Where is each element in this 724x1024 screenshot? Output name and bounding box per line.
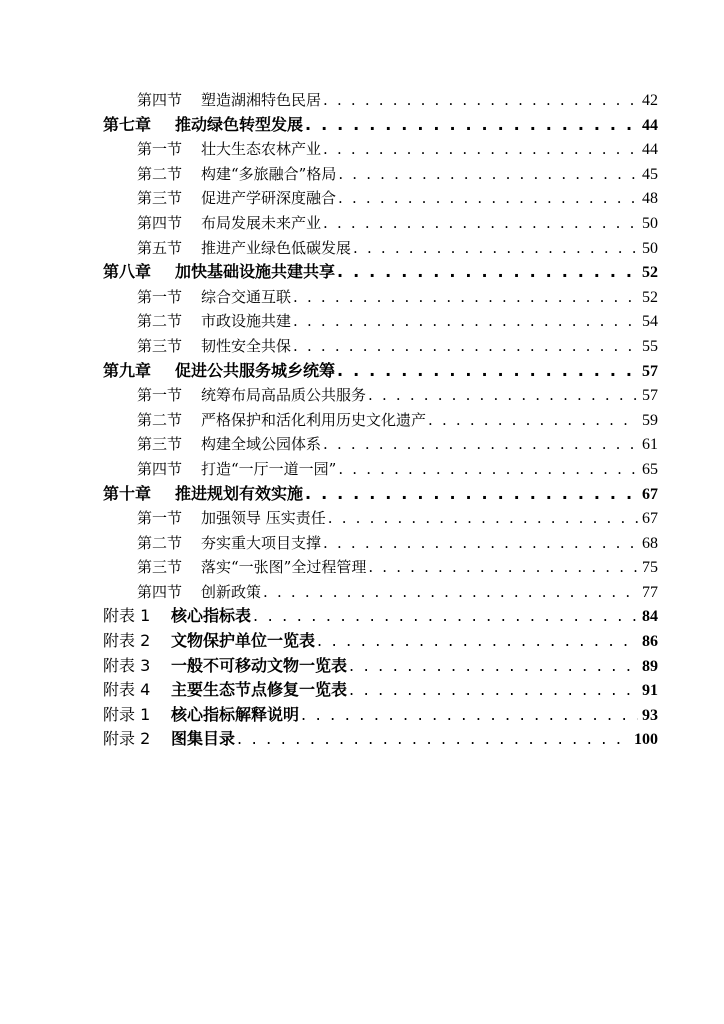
leader-dots: [337, 260, 638, 285]
toc-entry-section[interactable]: [103, 285, 658, 310]
entry-page: 50: [642, 239, 658, 257]
entry-number: 第十章: [103, 483, 152, 503]
entry-title: 促进产学研深度融合: [201, 189, 337, 208]
leader-dots: [293, 334, 638, 359]
entry-number: 第八章: [103, 262, 152, 282]
entry-page: 57: [642, 362, 658, 380]
entry-number: 第二节: [137, 312, 183, 331]
toc-entry-section[interactable]: [103, 334, 658, 359]
entry-number: 第一节: [137, 140, 183, 159]
entry-number: 第一节: [137, 287, 183, 306]
toc-entry-appendix[interactable]: [103, 604, 658, 629]
leader-dots: [338, 186, 638, 211]
toc-entry-appendix[interactable]: [103, 727, 658, 752]
leader-dots: [253, 604, 638, 629]
leader-dots: [263, 580, 638, 605]
toc-entry-section[interactable]: [103, 88, 658, 113]
entry-title: 图集目录: [171, 729, 236, 749]
entry-title: 加强领导 压实责任: [201, 509, 326, 528]
leader-dots: [349, 654, 638, 679]
entry-number: 第三节: [137, 435, 183, 454]
leader-dots: [305, 113, 638, 138]
entry-number: 第二节: [137, 164, 183, 183]
entry-number: 附表 4: [103, 680, 151, 700]
entry-page: 61: [642, 436, 658, 454]
entry-title: 严格保护和活化利用历史文化遗产: [201, 410, 427, 429]
entry-title: 推进产业绿色低碳发展: [201, 238, 352, 257]
entry-page: 93: [642, 706, 658, 724]
entry-page: 75: [642, 559, 658, 577]
entry-title: 核心指标表: [171, 606, 252, 626]
toc-entry-section[interactable]: [103, 236, 658, 261]
entry-number: 第一节: [137, 509, 183, 528]
toc-entry-section[interactable]: [103, 211, 658, 236]
leader-dots: [323, 432, 638, 457]
toc-entry-appendix[interactable]: [103, 678, 658, 703]
entry-title: 创新政策: [201, 582, 262, 601]
entry-page: 59: [642, 411, 658, 429]
entry-number: 第五节: [137, 238, 183, 257]
entry-title: 夯实重大项目支撑: [201, 533, 322, 552]
toc-entry-section[interactable]: [103, 162, 658, 187]
toc-entry-section[interactable]: [103, 309, 658, 334]
entry-title: 构建“多旅融合”格局: [201, 164, 337, 183]
toc-entry-section[interactable]: [103, 186, 658, 211]
entry-title: 韧性安全共保: [201, 336, 292, 355]
entry-page: 44: [642, 116, 658, 134]
entry-title: 一般不可移动文物一览表: [171, 655, 348, 675]
entry-title: 打造“一厅一道一园”: [201, 459, 337, 478]
entry-page: 50: [642, 214, 658, 232]
toc-entry-section[interactable]: [103, 555, 658, 580]
leader-dots: [293, 285, 638, 310]
leader-dots: [337, 359, 638, 384]
toc-entry-section[interactable]: [103, 383, 658, 408]
leader-dots: [305, 482, 638, 507]
leader-dots: [323, 137, 638, 162]
entry-page: 55: [642, 337, 658, 355]
entry-number: 第九章: [103, 360, 152, 380]
entry-number: 第四节: [137, 91, 183, 109]
leader-dots: [349, 678, 638, 703]
toc-entry-section[interactable]: [103, 531, 658, 556]
toc-entry-section[interactable]: [103, 408, 658, 433]
entry-page: 44: [642, 141, 658, 159]
entry-page: 52: [642, 288, 658, 306]
entry-page: 45: [642, 165, 658, 183]
entry-number: 第一节: [137, 386, 183, 405]
leader-dots: [368, 555, 638, 580]
leader-dots: [323, 531, 638, 556]
leader-dots: [317, 629, 638, 654]
toc-entry-chapter[interactable]: [103, 482, 658, 507]
entry-number: 第二节: [137, 410, 183, 429]
entry-number: 附录 1: [103, 704, 151, 724]
entry-page: 52: [642, 264, 658, 282]
leader-dots: [368, 383, 638, 408]
entry-title: 壮大生态农林产业: [201, 140, 322, 159]
toc-entry-chapter[interactable]: [103, 113, 658, 138]
entry-title: 布局发展未来产业: [201, 213, 322, 232]
entry-title: 加快基础设施共建共享: [175, 262, 336, 282]
leader-dots: [323, 88, 638, 113]
toc-entry-section[interactable]: [103, 432, 658, 457]
entry-title: 统筹布局高品质公共服务: [201, 386, 367, 405]
entry-title: 推动绿色转型发展: [175, 114, 304, 134]
entry-title: 塑造湖湘特色民居: [201, 91, 322, 109]
entry-title: 推进规划有效实施: [175, 483, 304, 503]
leader-dots: [237, 727, 630, 752]
entry-title: 主要生态节点修复一览表: [171, 680, 348, 700]
leader-dots: [353, 236, 638, 261]
entry-page: 86: [642, 633, 658, 651]
entry-number: 附表 1: [103, 606, 151, 626]
entry-page: 57: [642, 387, 658, 405]
toc-entry-section[interactable]: [103, 506, 658, 531]
entry-page: 100: [634, 731, 658, 749]
leader-dots: [328, 506, 638, 531]
entry-page: 91: [642, 682, 658, 700]
entry-number: 第四节: [137, 213, 183, 232]
entry-title: 构建全域公园体系: [201, 435, 322, 454]
entry-title: 文物保护单位一览表: [171, 631, 316, 651]
leader-dots: [323, 211, 638, 236]
toc-entry-chapter[interactable]: [103, 359, 658, 384]
entry-number: 第三节: [137, 336, 183, 355]
entry-page: 54: [642, 313, 658, 331]
entry-title: 落实“一张图”全过程管理: [201, 558, 367, 577]
entry-number: 附录 2: [103, 729, 151, 749]
toc-entry-appendix[interactable]: [103, 654, 658, 679]
entry-title: 市政设施共建: [201, 312, 292, 331]
leader-dots: [338, 457, 638, 482]
toc-entry-section[interactable]: [103, 580, 658, 605]
entry-page: 48: [642, 190, 658, 208]
entry-number: 第四节: [137, 582, 183, 601]
entry-page: 65: [642, 460, 658, 478]
entry-page: 77: [642, 583, 658, 601]
toc-entry-appendix[interactable]: [103, 629, 658, 654]
entry-title: 综合交通互联: [201, 287, 292, 306]
entry-page: 67: [642, 510, 658, 528]
leader-dots: [301, 703, 638, 728]
entry-number: 第三节: [137, 558, 183, 577]
entry-number: 附表 3: [103, 655, 151, 675]
entry-number: 第二节: [137, 533, 183, 552]
entry-title: 核心指标解释说明: [171, 704, 300, 724]
entry-page: 84: [642, 608, 658, 626]
entry-page: 42: [642, 92, 658, 109]
entry-page: 89: [642, 657, 658, 675]
entry-title: 促进公共服务城乡统筹: [175, 360, 336, 380]
leader-dots: [338, 162, 638, 187]
entry-number: 附表 2: [103, 631, 151, 651]
entry-number: 第三节: [137, 189, 183, 208]
leader-dots: [428, 408, 638, 433]
toc-entry-chapter[interactable]: [103, 260, 658, 285]
toc-entry-section[interactable]: [103, 137, 658, 162]
toc-entry-section[interactable]: [103, 457, 658, 482]
entry-page: 67: [642, 485, 658, 503]
entry-page: 68: [642, 534, 658, 552]
entry-number: 第七章: [103, 114, 152, 134]
table-of-contents: [103, 88, 658, 752]
entry-number: 第四节: [137, 459, 183, 478]
leader-dots: [293, 309, 638, 334]
toc-entry-appendix[interactable]: [103, 703, 658, 728]
